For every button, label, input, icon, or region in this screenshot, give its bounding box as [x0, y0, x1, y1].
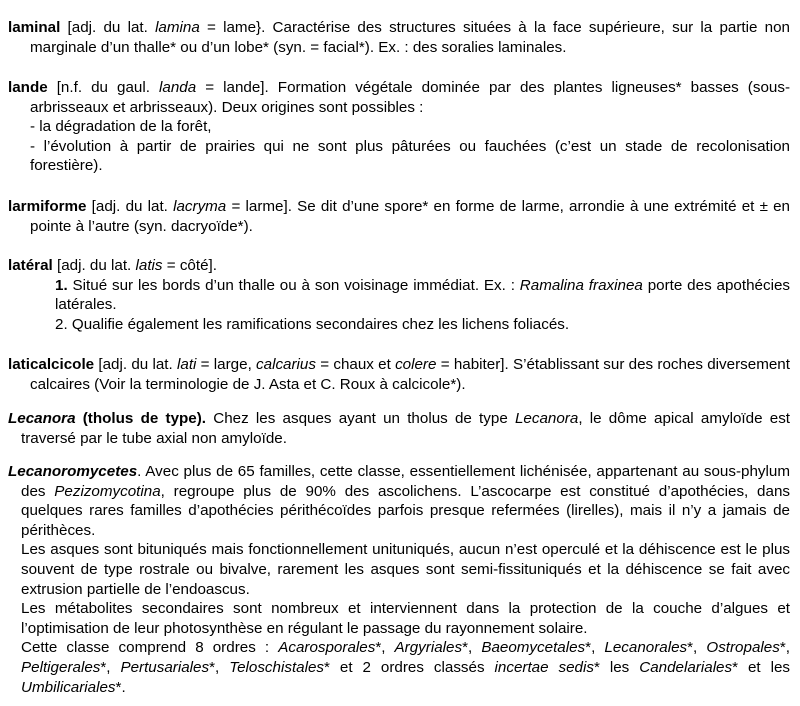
entry-text: , le dôme apical amyloïde est traversé par le tube axial non amyloïde.: [21, 410, 791, 447]
separator: *,: [687, 639, 707, 657]
separator: *,: [462, 639, 482, 657]
entry-lateral: [8, 256, 790, 334]
entry-text: = lame}. Caractérise des structures situées à la face supérieure, sur la partie non marginale d’un thalle* ou d’un lobe* (syn. = facial*). Ex. : des soralies laminales.: [30, 19, 790, 56]
list-item: - l’évolution à partir de prairies qui ne sont plus pâturées ou fauchées (c’est un stade de recolonisation forestière).: [30, 137, 790, 175]
list-item: - la dégradation de la forêt,: [30, 118, 212, 136]
sense-2: 2. Qualifie également les ramifications secondaires chez les lichens foliacés.: [55, 315, 570, 333]
entry-term: laticalcicole: [8, 356, 95, 373]
paragraph-orders: [8, 638, 790, 697]
species-name: Ramalina fraxinea: [519, 276, 643, 294]
sense-number: 1.: [55, 276, 68, 294]
entry-lecanoromycetes: [8, 462, 790, 697]
latin-word: colere: [395, 356, 437, 373]
paragraph-metabolites: Les métabolites secondaires sont nombreux et interviennent dans la protection de la couche d’algues et l’optimisation de leur photosynthèse en régulant le passage du rayonnement solaire.: [21, 600, 790, 637]
order-name: Umbilicariales: [21, 678, 116, 696]
entry-term-suffix: (tholus de type).: [75, 410, 207, 427]
separator: * et 2 ordres classés: [324, 658, 495, 676]
entry-text: porte des apothécies latérales.: [55, 276, 790, 314]
order-name: Pertusariales: [120, 658, 210, 676]
entry-definition: [8, 78, 790, 117]
separator: *,: [209, 658, 230, 676]
latin-word: landa: [159, 79, 197, 96]
entry-text: Cette classe comprend 8 ordres :: [21, 639, 279, 657]
latin-word: latis: [135, 257, 163, 274]
order-name: Teloschistales: [229, 658, 325, 676]
entry-lande: [8, 78, 790, 176]
entry-laticalcicole: [8, 355, 790, 394]
entry-term: [8, 410, 206, 427]
latin-word: lacryma: [173, 198, 227, 215]
entry-text: = chaux et: [315, 356, 396, 373]
entry-text: [adj. du lat.: [60, 19, 156, 36]
entry-text: = larme]. Se dit d’une spore* en forme de larme, arrondie à une extrémité et ± en pointe à l’autre (syn. dacryoïde*).: [30, 198, 790, 235]
entry-text: , regroupe plus de 90% des ascolichens. L’ascocarpe est constitué d’apothécies, dans quelques rares familles d’apothécies périthécoïdes parfois presque refermées (lirelles), mais il n’y a jamais de périthèces.: [21, 482, 790, 539]
entry-definition: [8, 256, 790, 276]
entry-text: [adj. du lat.: [94, 356, 177, 373]
order-name: Acarosporales: [278, 639, 376, 657]
separator: * les: [593, 658, 640, 676]
order-name: Candelariales: [639, 658, 733, 676]
entry-text: [adj. du lat.: [86, 198, 174, 215]
latin-phrase: incertae sedis: [494, 658, 594, 676]
order-name: Peltigerales: [21, 658, 101, 676]
entry-term: [8, 463, 137, 480]
latin-word: lamina: [155, 19, 200, 36]
order-name: Argyriales: [394, 639, 463, 657]
order-name: Ostropales: [706, 639, 780, 657]
separator: *,: [585, 639, 605, 657]
separator: * et les: [732, 658, 791, 676]
entry-laminal: [8, 18, 790, 57]
entry-text: [adj. du lat.: [52, 257, 136, 274]
entry-text: = côté].: [162, 257, 217, 274]
entry-text: . Avec plus de 65 familles, cette classe, essentiellement lichénisée, appartenant au sous-phylum des: [21, 463, 790, 500]
order-name: Lecanorales: [604, 639, 688, 657]
order-name: Baeomycetales: [481, 639, 586, 657]
latin-word: lati: [177, 356, 197, 373]
sense-1: [8, 276, 790, 315]
separator: *,: [100, 658, 121, 676]
latin-word: calcarius: [256, 356, 316, 373]
separator: *,: [779, 639, 790, 657]
entry-text: = habiter]. S’établissant sur des roches diversement calcaires (Voir la terminologie de J. Asta et C. Roux à calcicole*).: [30, 356, 790, 393]
entry-definition: [8, 18, 790, 57]
entry-text: Situé sur les bords d’un thalle ou à son voisinage immédiat. Ex. :: [67, 276, 520, 294]
separator: *.: [115, 678, 126, 696]
entry-term: latéral: [8, 257, 53, 274]
taxon-name: Pezizomycotina: [54, 482, 161, 500]
paragraph-asques: Les asques sont bituniqués mais fonctionnellement unituniqués, aucun n’est operculé et la déhiscence est le plus souvent de type rostrale ou bivalve, rarement les asques sont semi-fissituniqués et la déhiscence se fait avec extrusion partielle de l’endoascus.: [21, 541, 790, 598]
genus-name: Lecanora: [8, 410, 76, 427]
entry-definition: [8, 409, 790, 448]
entry-text: [n.f. du gaul.: [47, 79, 160, 96]
entry-text: Chez les asques ayant un tholus de type: [206, 410, 515, 427]
separator: *,: [375, 639, 395, 657]
genus-name: Lecanora: [514, 410, 579, 427]
entry-text: = large,: [196, 356, 257, 373]
entry-definition: [8, 197, 790, 236]
entry-definition: [8, 462, 790, 540]
entry-text: = lande]. Formation végétale dominée par des plantes ligneuses* basses (sous-arbrisseaux et arbrisseaux). Deux origines sont possibles :: [30, 79, 790, 116]
entry-term: laminal: [8, 19, 61, 36]
entry-definition: [8, 355, 790, 394]
entry-term: larmiforme: [8, 198, 87, 215]
entry-lecanora: [8, 409, 790, 448]
entry-larmiforme: [8, 197, 790, 236]
entry-term: lande: [8, 79, 48, 96]
class-name: Lecanoromycetes: [8, 463, 138, 480]
